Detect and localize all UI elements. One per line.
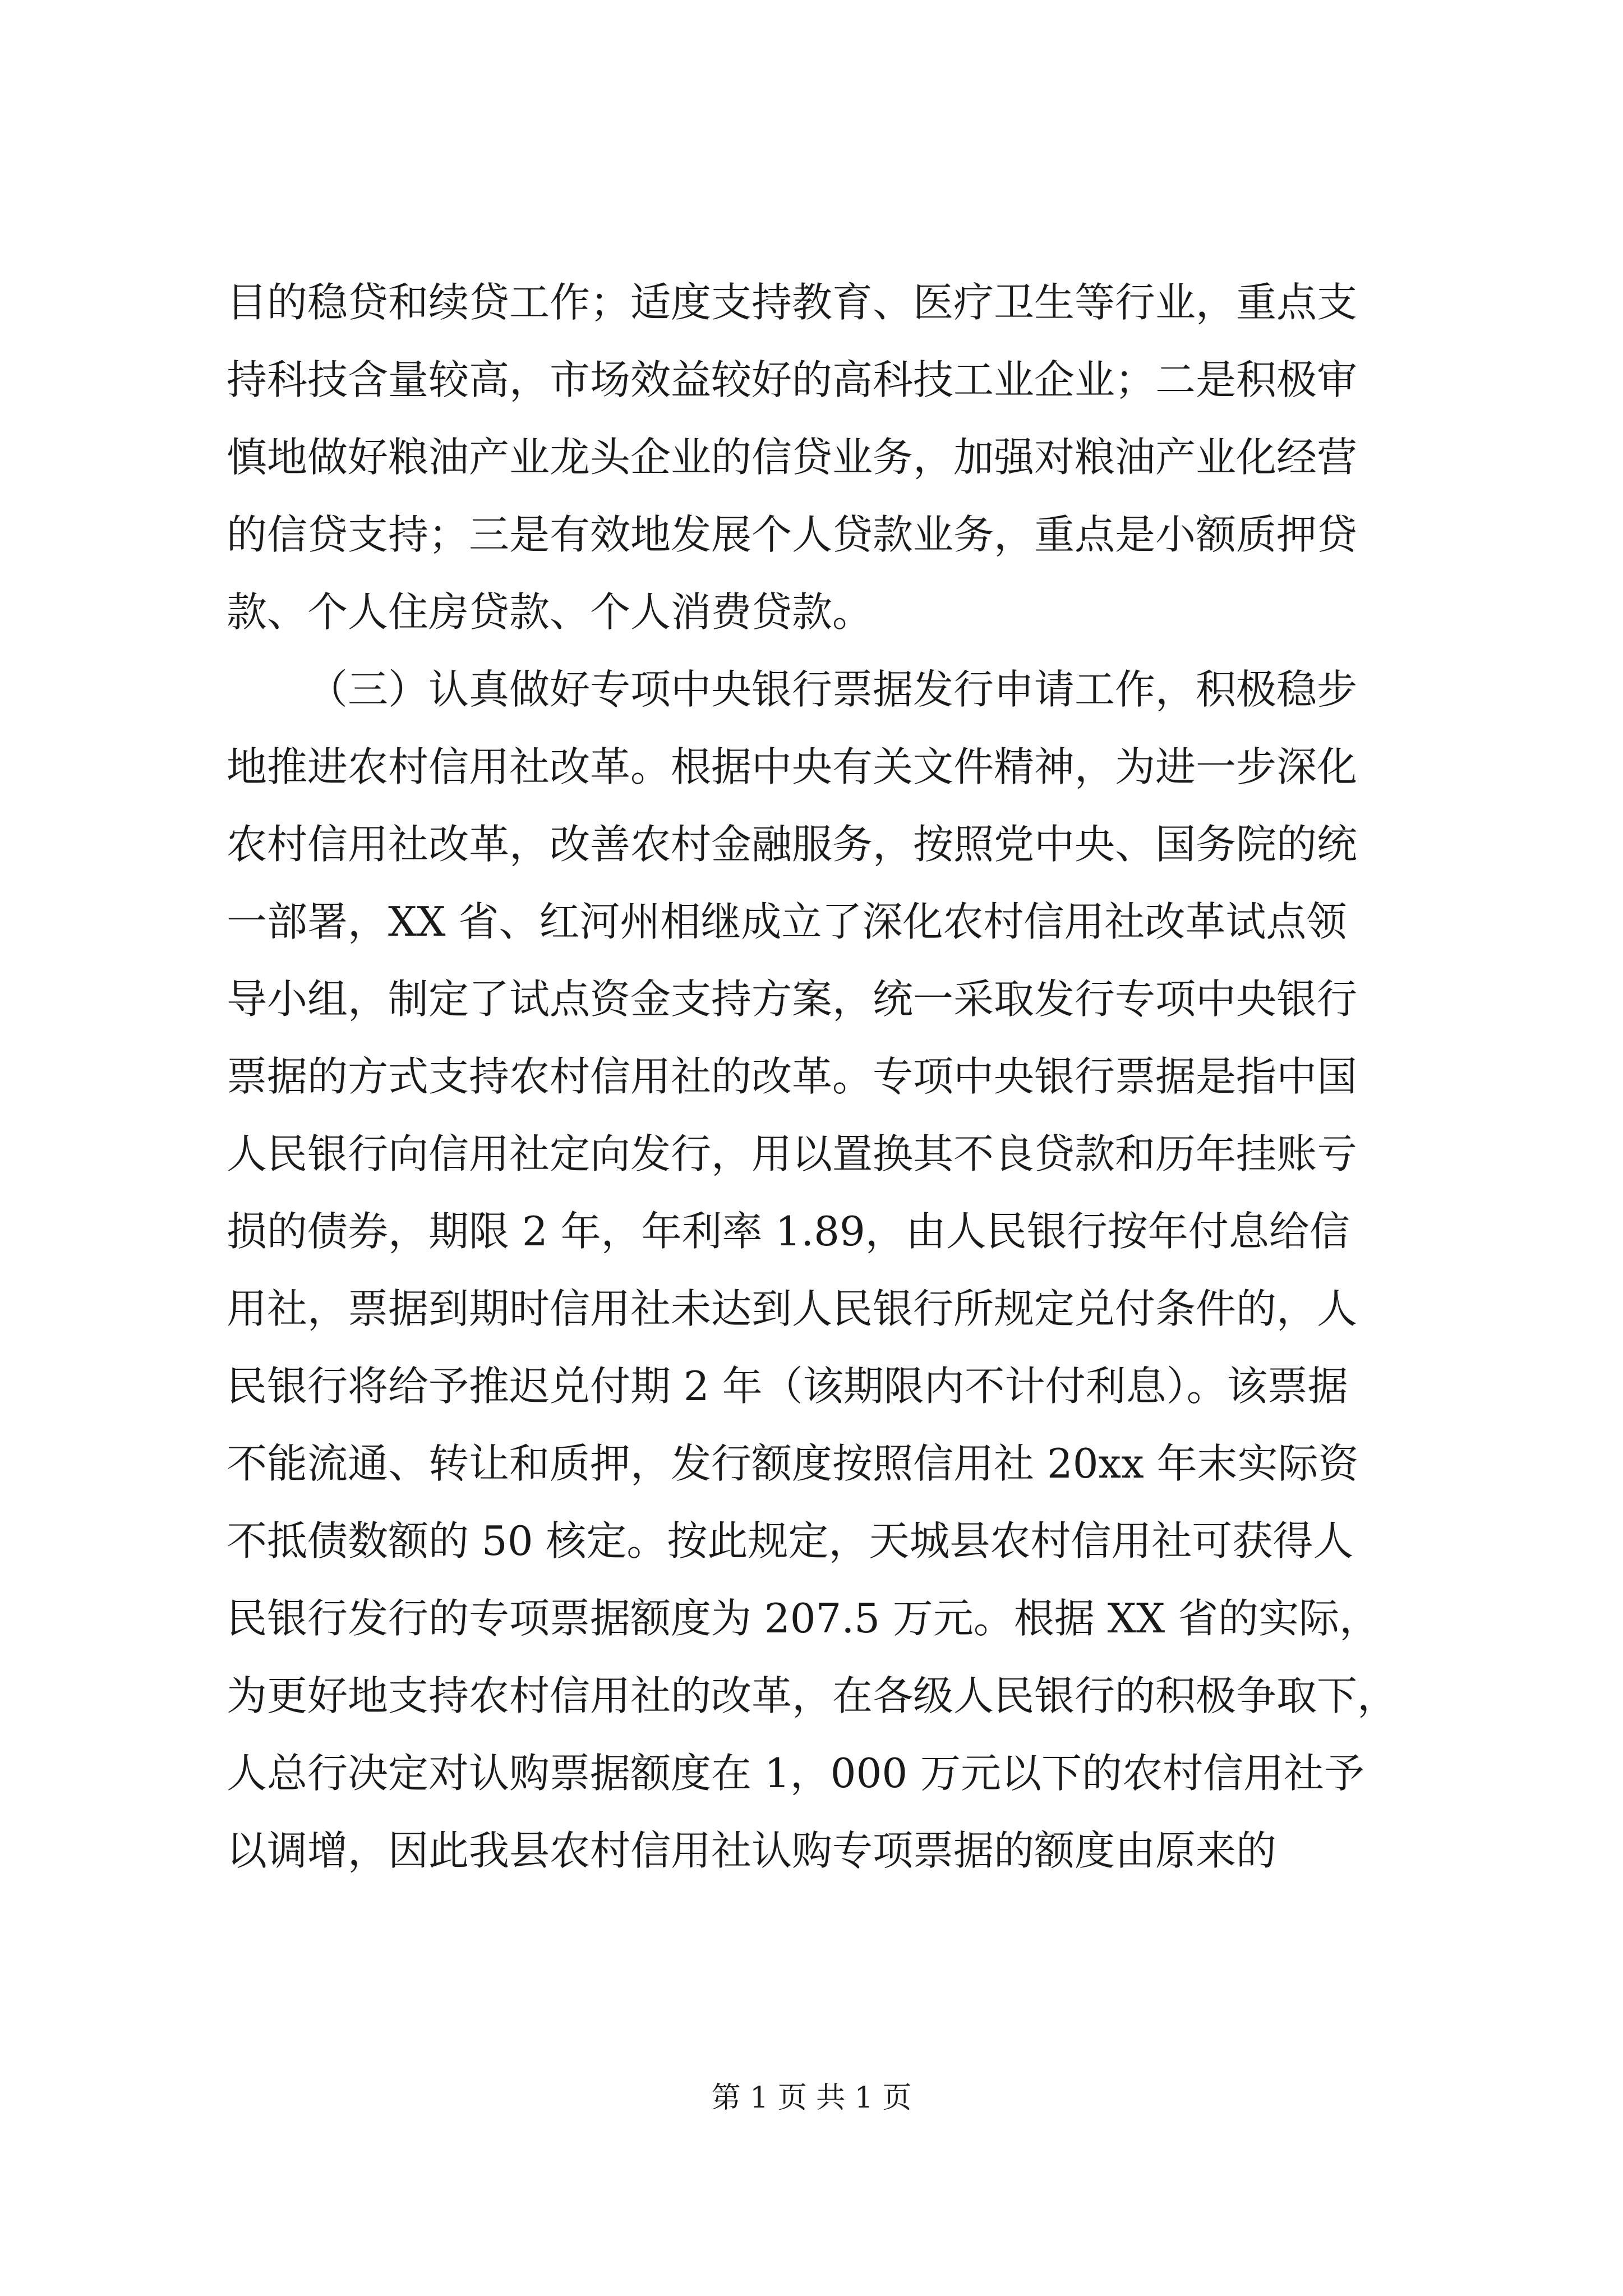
text-line: 人民银行向信用社定向发行，用以置换其不良贷款和历年挂账亏 <box>227 1130 1358 1177</box>
text-line: 损的债券，期限 2 年，年利率 1.89，由人民银行按年付息给信 <box>227 1208 1350 1255</box>
text-line: 以调增，因此我县农村信用社认购专项票据的额度由原来的 <box>227 1827 1277 1874</box>
text-line: 地推进农村信用社改革。根据中央有关文件精神，为进一步深化 <box>227 743 1358 790</box>
section-heading-line: （三）认真做好专项中央银行票据发行申请工作，积极稳步 <box>307 666 1358 713</box>
text-line: 农村信用社改革，改善农村金融服务，按照党中央、国务院的统 <box>227 821 1358 868</box>
text-line: 持科技含量较高，市场效益较好的高科技工业企业；二是积极审 <box>227 356 1358 403</box>
text-line: 一部署，XX 省、红河州相继成立了深化农村信用社改革试点领 <box>227 898 1347 945</box>
page-footer: 第 1 页 共 1 页 <box>711 2081 912 2115</box>
text-line: 民银行发行的专项票据额度为 207.5 万元。根据 XX 省的实际， <box>227 1595 1380 1642</box>
text-line: 为更好地支持农村信用社的改革，在各级人民银行的积极争取下， <box>227 1672 1398 1719</box>
text-line: 款、个人住房贷款、个人消费贷款。 <box>227 588 873 636</box>
text-line: 人总行决定对认购票据额度在 1，000 万元以下的农村信用社予 <box>227 1750 1365 1797</box>
text-line: 民银行将给予推迟兑付期 2 年（该期限内不计付利息）。该票据 <box>227 1363 1348 1410</box>
text-line: 慎地做好粮油产业龙头企业的信贷业务，加强对粮油产业化经营 <box>227 434 1358 481</box>
document-body <box>227 264 1427 1889</box>
text-line: 用社，票据到期时信用社未达到人民银行所规定兑付条件的，人 <box>227 1285 1358 1332</box>
text-line: 不抵债数额的 50 核定。按此规定，天城县农村信用社可获得人 <box>227 1517 1354 1565</box>
text-line: 票据的方式支持农村信用社的改革。专项中央银行票据是指中国 <box>227 1053 1358 1100</box>
text-line: 不能流通、转让和质押，发行额度按照信用社 20xx 年末实际资 <box>227 1440 1359 1487</box>
text-line: 导小组，制定了试点资金支持方案，统一采取发行专项中央银行 <box>227 976 1358 1023</box>
text-line: 的信贷支持；三是有效地发展个人贷款业务，重点是小额质押贷 <box>227 511 1358 558</box>
text-line: 目的稳贷和续贷工作；适度支持教育、医疗卫生等行业，重点支 <box>227 279 1358 326</box>
